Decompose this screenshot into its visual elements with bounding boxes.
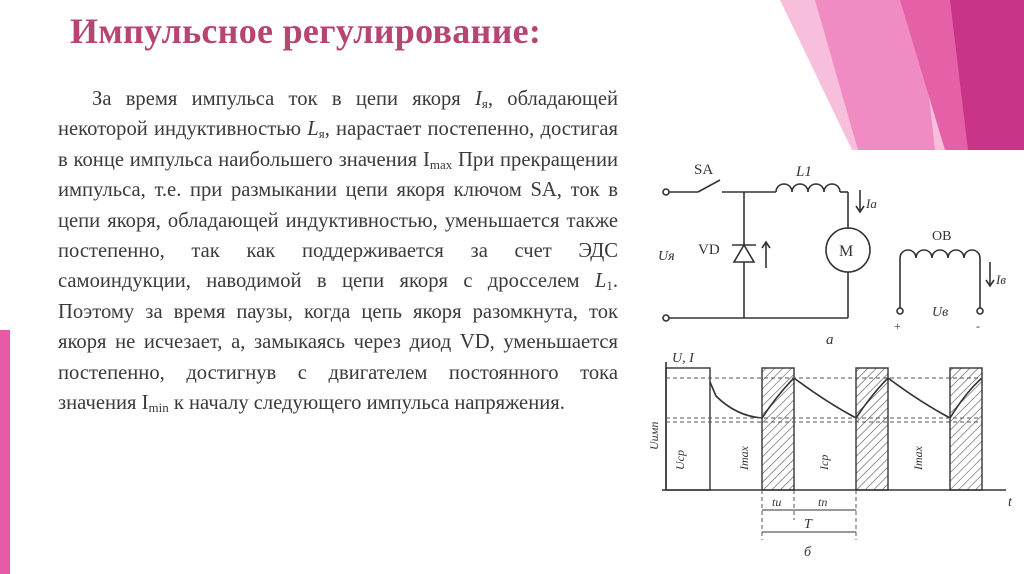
label-t-pause: tп: [818, 495, 828, 509]
circuit-and-timing-figure: [636, 150, 1020, 570]
pulse-1: [666, 368, 710, 490]
label-iavg: Iср: [817, 454, 831, 470]
timing-diagram: [662, 362, 1006, 540]
label-t-pulse: tи: [772, 495, 782, 509]
label-ia: Ia: [866, 196, 877, 211]
text-run: , нарастает постепенно, достигая в конце импульса наибольшего значения I: [58, 118, 619, 171]
field-terminal-minus: [977, 308, 983, 314]
imax-subscript: max: [429, 156, 453, 172]
current-curve: [710, 378, 982, 418]
label-field-voltage: Uв: [932, 305, 949, 320]
label-choke-l1: L1: [796, 164, 812, 180]
current-symbol: I: [475, 88, 482, 110]
label-axis-y: U, I: [672, 351, 694, 366]
text-run: . Поэтому за время паузы, когда цепь якоря разомкнута, ток якоря не исчезает, а, замыкаясь через диод VD, уменьшается постепенно, достигнув с двигателем постоянного тока значения I: [58, 270, 618, 415]
label-u-avg: Uср: [673, 450, 687, 470]
slide-title: Импульсное регулирование:: [70, 11, 542, 51]
label-imax-2: Imax: [911, 446, 925, 470]
inductance-symbol: L: [307, 118, 319, 141]
caption-a: а: [826, 332, 834, 348]
imin-subscript: min: [148, 400, 169, 416]
label-diode-vd: VD: [698, 242, 720, 258]
label-switch-sa: SA: [694, 162, 714, 178]
text-run: За время импульса ток в цепи якоря: [92, 88, 476, 110]
current-subscript: я: [481, 96, 488, 111]
label-minus: -: [976, 319, 980, 333]
inductance-subscript: я: [318, 126, 325, 142]
pulse-2: [762, 368, 794, 490]
label-supply-voltage: Uя: [658, 249, 675, 264]
label-iv: Iв: [996, 272, 1006, 287]
label-plus: +: [894, 319, 901, 333]
pulse-4: [950, 368, 982, 490]
text-run: к началу следующего импульса напряжения.: [168, 392, 565, 415]
field-winding: [900, 250, 980, 258]
choke-subscript: 1: [606, 278, 613, 294]
text-run: , обладающей некоторой индуктивностью: [58, 88, 618, 141]
switch-sa: [698, 180, 720, 192]
label-u-pulse: Uимп: [647, 421, 661, 450]
label-imax-1: Imax: [737, 446, 751, 470]
diode-vd: [734, 245, 754, 262]
terminal-top: [663, 189, 669, 195]
field-terminal-plus: [897, 308, 903, 314]
caption-b: б: [804, 545, 812, 560]
left-accent-bar: [0, 330, 10, 574]
label-period: T: [804, 517, 812, 532]
body-paragraph: [58, 84, 618, 418]
choke-l1: [776, 184, 840, 192]
label-field-winding: ОВ: [932, 229, 952, 244]
label-axis-t: t: [1008, 495, 1012, 510]
choke-symbol: L: [594, 270, 607, 293]
terminal-bottom: [663, 315, 669, 321]
label-motor-m: M: [839, 243, 854, 260]
pulse-3: [856, 368, 888, 490]
text-run: При прекращении импульса, т.е. при размыкании цепи якоря ключом SA, ток в цепи якоря, обладающей индуктивностью, уменьшается также постепенно, так как поддерживается за счет ЭДС самоиндукции, наводимой в цепи якоря с дросселем: [58, 148, 618, 293]
circuit-labels: [658, 162, 1006, 348]
